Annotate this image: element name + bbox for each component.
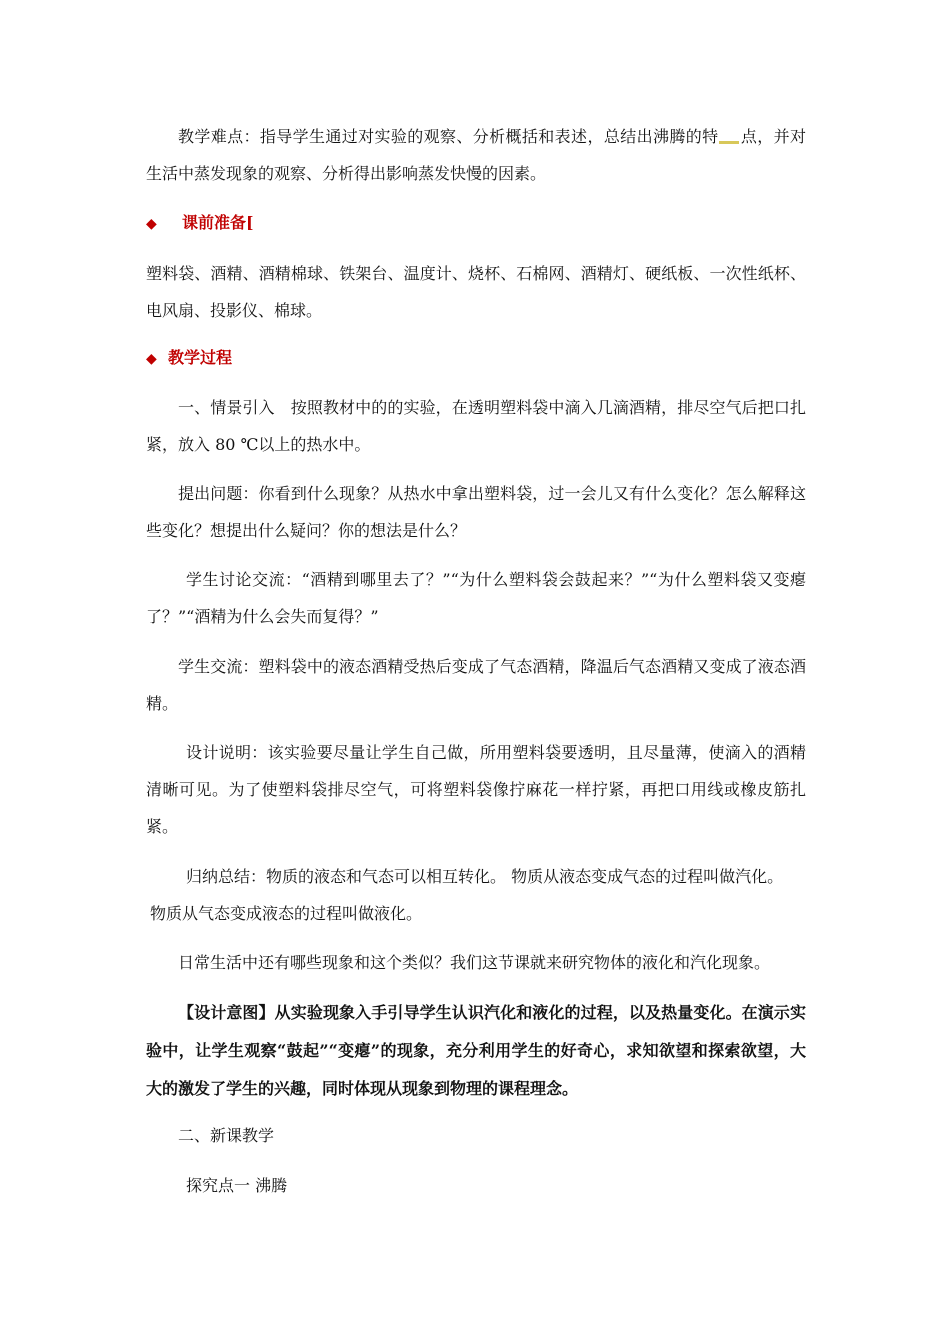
summary-paragraph-line-2: 物质从气态变成液态的过程叫做液化。 [150,904,423,923]
diamond-bullet-icon: ◆ [146,216,157,232]
design-note-paragraph: 设计说明：该实验要尽量让学生自己做，所用塑料袋要透明，且尽量薄，使滴入的酒精清晰可见。为了使塑料袋排尽空气，可将塑料袋像拧麻花一样拧紧，再把口用线或橡皮筋扎紧。 [146,743,806,836]
diamond-bullet-icon: ◆ [146,351,157,367]
intro-paragraph: 一、情景引入 按照教材中的的实验，在透明塑料袋中滴入几滴酒精，排尽空气后把口扎紧，放入 80 ℃以上的热水中。 [146,398,806,454]
process-heading-label: 教学过程 [168,348,233,367]
new-lesson-heading: 二、新课教学 [178,1126,275,1145]
section-heading-preparation [146,211,254,236]
teaching-difficulty-paragraph [146,118,806,192]
preparation-heading-label: 课前准备[ [182,213,254,232]
exchange-paragraph: 学生交流：塑料袋中的液态酒精受热后变成了气态酒精，降温后气态酒精又变成了液态酒精。 [146,657,806,713]
summary-paragraph-line-1: 归纳总结：物质的液态和气态可以相互转化。 物质从液态变成气态的过程叫做汽化。 [186,867,784,886]
highlight-mark [719,141,739,144]
difficulty-text-after: 点，并对生活中蒸发现象的观察、分析得出影响蒸发快慢的因素。 [146,127,806,183]
difficulty-text-before: 教学难点：指导学生通过对实验的观察、分析概括和表述，总结出沸腾的特 [178,127,719,146]
explore-point-one-heading: 探究点一 沸腾 [186,1176,288,1195]
preparation-materials-paragraph: 塑料袋、酒精、酒精棉球、铁架台、温度计、烧杯、石棉网、酒精灯、硬纸板、一次性纸杯、电风扇、投影仪、棉球。 [146,264,806,320]
daily-life-paragraph: 日常生活中还有哪些现象和这个类似？我们这节课就来研究物体的液化和汽化现象。 [178,953,771,972]
question-paragraph: 提出问题：你看到什么现象？从热水中拿出塑料袋，过一会儿又有什么变化？怎么解释这些变化？想提出什么疑问？你的想法是什么？ [146,484,806,540]
design-intent-paragraph: 【设计意图】从实验现象入手引导学生认识汽化和液化的过程，以及热量变化。在演示实验中，让学生观察“鼓起”“变瘪”的现象，充分利用学生的好奇心，求知欲望和探索欲望，大大的激发了学生的兴趣，同时体现从现象到物理的课程理念。 [146,1003,806,1098]
section-heading-process [146,346,232,371]
discussion-paragraph: 学生讨论交流：“酒精到哪里去了？”“为什么塑料袋会鼓起来？”“为什么塑料袋又变瘪了？”“酒精为什么会失而复得？” [146,570,806,626]
